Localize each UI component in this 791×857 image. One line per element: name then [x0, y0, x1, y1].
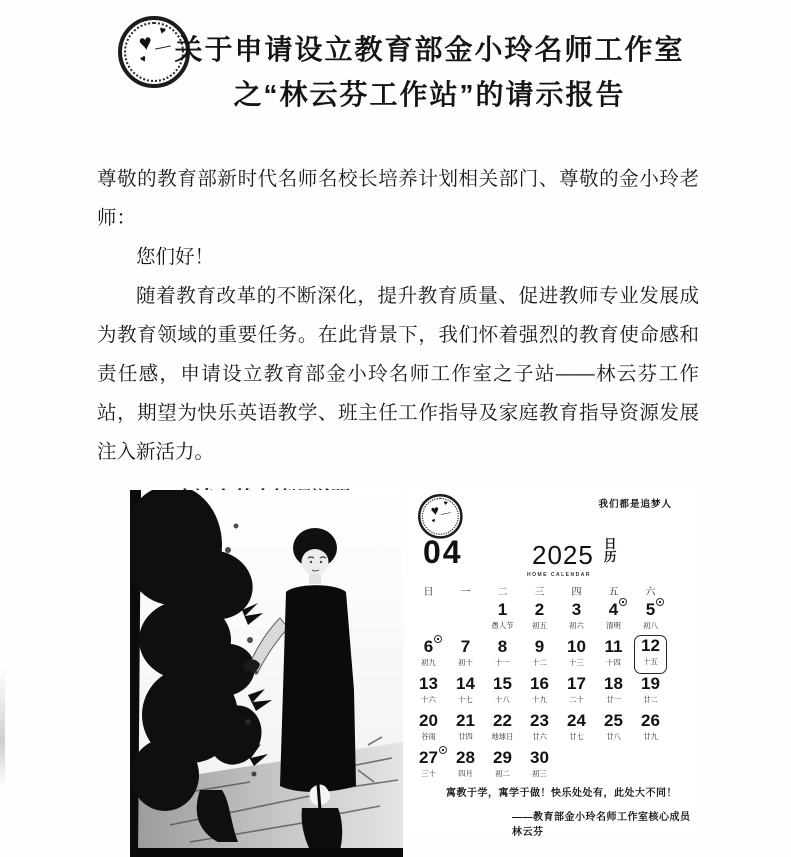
heart-icon: ♥ [136, 28, 154, 56]
calendar-day [484, 637, 521, 674]
day-number: 3 [571, 600, 582, 619]
calendar-day [632, 600, 669, 637]
day-number: 30 [530, 748, 549, 767]
calendar-day [410, 637, 447, 674]
day-lunar-label: 初九 [421, 658, 436, 667]
holiday-badge-icon [619, 598, 627, 606]
calendar-slogan: 我们都是追梦人 [598, 499, 672, 510]
calendar-motto: 寓教于学，寓学于做！快乐处处有，此处大不同！ [446, 788, 677, 799]
day-lunar-label: 初六 [569, 621, 584, 630]
calendar-day [521, 637, 558, 674]
calendar-day [447, 748, 484, 785]
calendar-day [521, 674, 558, 711]
weekday-label: 二 [497, 587, 508, 598]
greeting: 您们好！ [136, 246, 215, 268]
stamp-ring-text [422, 498, 459, 535]
day-lunar-label: 初三 [532, 769, 547, 778]
day-lunar-label: 二十 [569, 695, 584, 704]
calendar-weekday-row [410, 583, 669, 598]
calendar-empty-cell [632, 748, 669, 785]
calendar-day [595, 711, 632, 748]
calendar-year-subtitle: HOME CALENDAR [527, 572, 591, 578]
day-number: 12 [641, 636, 660, 655]
day-number: 17 [567, 674, 586, 693]
calendar-day [484, 748, 521, 785]
holiday-badge-icon [656, 598, 664, 606]
day-lunar-label: 愚人节 [491, 621, 514, 630]
holiday-badge-icon [434, 635, 442, 643]
heart-icon: ♥ [442, 499, 449, 508]
calendar-day [410, 711, 447, 748]
weekday-label: 四 [571, 587, 582, 598]
day-number: 16 [530, 674, 549, 693]
document-title [130, 36, 729, 109]
heart-icon: ♥ [430, 517, 438, 525]
day-number: 19 [641, 674, 660, 693]
day-lunar-label: 初二 [495, 769, 510, 778]
calendar-type-label-top: 日 [604, 537, 617, 551]
calendar-day [447, 637, 484, 674]
day-number: 26 [641, 711, 660, 730]
calendar-empty-cell [447, 600, 484, 637]
day-number: 15 [493, 674, 512, 693]
calendar-month: 04 [423, 534, 463, 570]
salutation: 尊敬的教育部新时代名师名校长培养计划相关部门、尊敬的金小玲老师： [97, 168, 699, 229]
day-lunar-label: 十八 [495, 695, 510, 704]
heart-icon: ♥ [138, 53, 150, 66]
day-number: 4 [608, 600, 619, 619]
day-lunar-label: 廿九 [643, 732, 658, 741]
day-number: 29 [493, 748, 512, 767]
calendar-page [408, 490, 712, 838]
figures-row [130, 490, 712, 857]
day-number: 21 [456, 711, 475, 730]
photo-illustration [130, 490, 403, 857]
calendar-day [558, 711, 595, 748]
heart-icon: ♥ [429, 501, 440, 519]
calendar-day [484, 711, 521, 748]
calendar-day [558, 674, 595, 711]
calendar-day [632, 674, 669, 711]
calendar-signature: ——教育部金小玲名师工作室核心成员 林云芬 [512, 812, 712, 838]
calendar-type-label-bottom: 历 [604, 550, 617, 564]
calendar-day [410, 674, 447, 711]
title-line-1: 关于申请设立教育部金小玲名师工作室 [174, 34, 685, 65]
day-lunar-label: 十九 [532, 695, 547, 704]
day-lunar-label: 初十 [458, 658, 473, 667]
weekday-label: 日 [423, 587, 434, 598]
day-lunar-label: 清明 [606, 621, 621, 630]
holiday-badge-icon [439, 746, 447, 754]
calendar-day [595, 674, 632, 711]
day-lunar-label: 廿四 [458, 732, 473, 741]
calendar-empty-cell [410, 600, 447, 637]
day-number: 28 [456, 748, 475, 767]
main-paragraph: 随着教育改革的不断深化，提升教育质量、促进教师专业发展成为教育领域的重要任务。在此背景下，我们怀着强烈的教育使命感和责任感，申请设立教育部金小玲名师工作室之子站——林云芬工作站，期望为快乐英语教学、班主任工作指导及家庭教育指导资源发展注入新活力。 [97, 285, 699, 463]
day-lunar-label: 四月 [458, 769, 473, 778]
day-number: 7 [460, 637, 471, 656]
heart-stamp-icon [418, 494, 463, 539]
scan-artifact [0, 668, 5, 788]
day-number: 23 [530, 711, 549, 730]
day-lunar-label: 初八 [643, 621, 658, 630]
title-line-2: 之“林云芬工作站”的请示报告 [233, 79, 626, 110]
calendar-day [410, 748, 447, 785]
calendar-empty-cell [595, 748, 632, 785]
day-lunar-label: 十五 [643, 657, 658, 666]
day-number: 6 [423, 637, 434, 656]
day-number: 14 [456, 674, 475, 693]
day-lunar-label: 初五 [532, 621, 547, 630]
day-number: 13 [419, 674, 438, 693]
calendar-day [484, 674, 521, 711]
day-lunar-label: 谷雨 [421, 732, 436, 741]
weekday-label: 五 [608, 587, 619, 598]
day-lunar-label: 十七 [458, 695, 473, 704]
day-lunar-label: 十二 [532, 658, 547, 667]
day-number: 22 [493, 711, 512, 730]
day-lunar-label: 十六 [421, 695, 436, 704]
calendar-day [521, 711, 558, 748]
calendar-day [447, 674, 484, 711]
day-number: 1 [497, 600, 508, 619]
calendar-day [558, 600, 595, 637]
calendar-day [595, 637, 632, 674]
calendar-day [521, 600, 558, 637]
day-lunar-label: 三十 [421, 769, 436, 778]
calendar-day [484, 600, 521, 637]
weekday-label: 六 [645, 587, 656, 598]
calendar-day [595, 600, 632, 637]
calendar-grid [410, 600, 669, 785]
calendar-day [447, 711, 484, 748]
day-lunar-label: 廿二 [643, 695, 658, 704]
day-number: 2 [534, 600, 545, 619]
calendar-day [634, 635, 667, 674]
day-number: 5 [645, 600, 656, 619]
calendar-day [558, 637, 595, 674]
calendar-empty-cell [558, 748, 595, 785]
day-lunar-label: 十三 [569, 658, 584, 667]
calendar-year: 2025 [532, 540, 594, 570]
day-number: 24 [567, 711, 586, 730]
day-lunar-label: 十四 [606, 658, 621, 667]
heart-icon: ♥ [157, 24, 168, 39]
day-lunar-label: 廿一 [606, 695, 621, 704]
day-number: 20 [419, 711, 438, 730]
day-number: 11 [604, 637, 623, 656]
weekday-label: 三 [534, 587, 545, 598]
day-number: 25 [604, 711, 623, 730]
weekday-label: 一 [460, 587, 471, 598]
day-number: 9 [534, 637, 545, 656]
day-lunar-label: 廿八 [606, 732, 621, 741]
day-number: 8 [497, 637, 508, 656]
calendar-type-label [604, 538, 617, 564]
day-number: 18 [604, 674, 623, 693]
calendar-day [632, 711, 669, 748]
day-number: 27 [419, 748, 438, 767]
day-lunar-label: 地球日 [491, 732, 514, 741]
applicant-photo [130, 490, 403, 857]
document-body [97, 160, 699, 519]
calendar-day [521, 748, 558, 785]
day-number: 10 [567, 637, 586, 656]
day-lunar-label: 十一 [495, 658, 510, 667]
day-lunar-label: 廿六 [532, 732, 547, 741]
day-lunar-label: 廿七 [569, 732, 584, 741]
